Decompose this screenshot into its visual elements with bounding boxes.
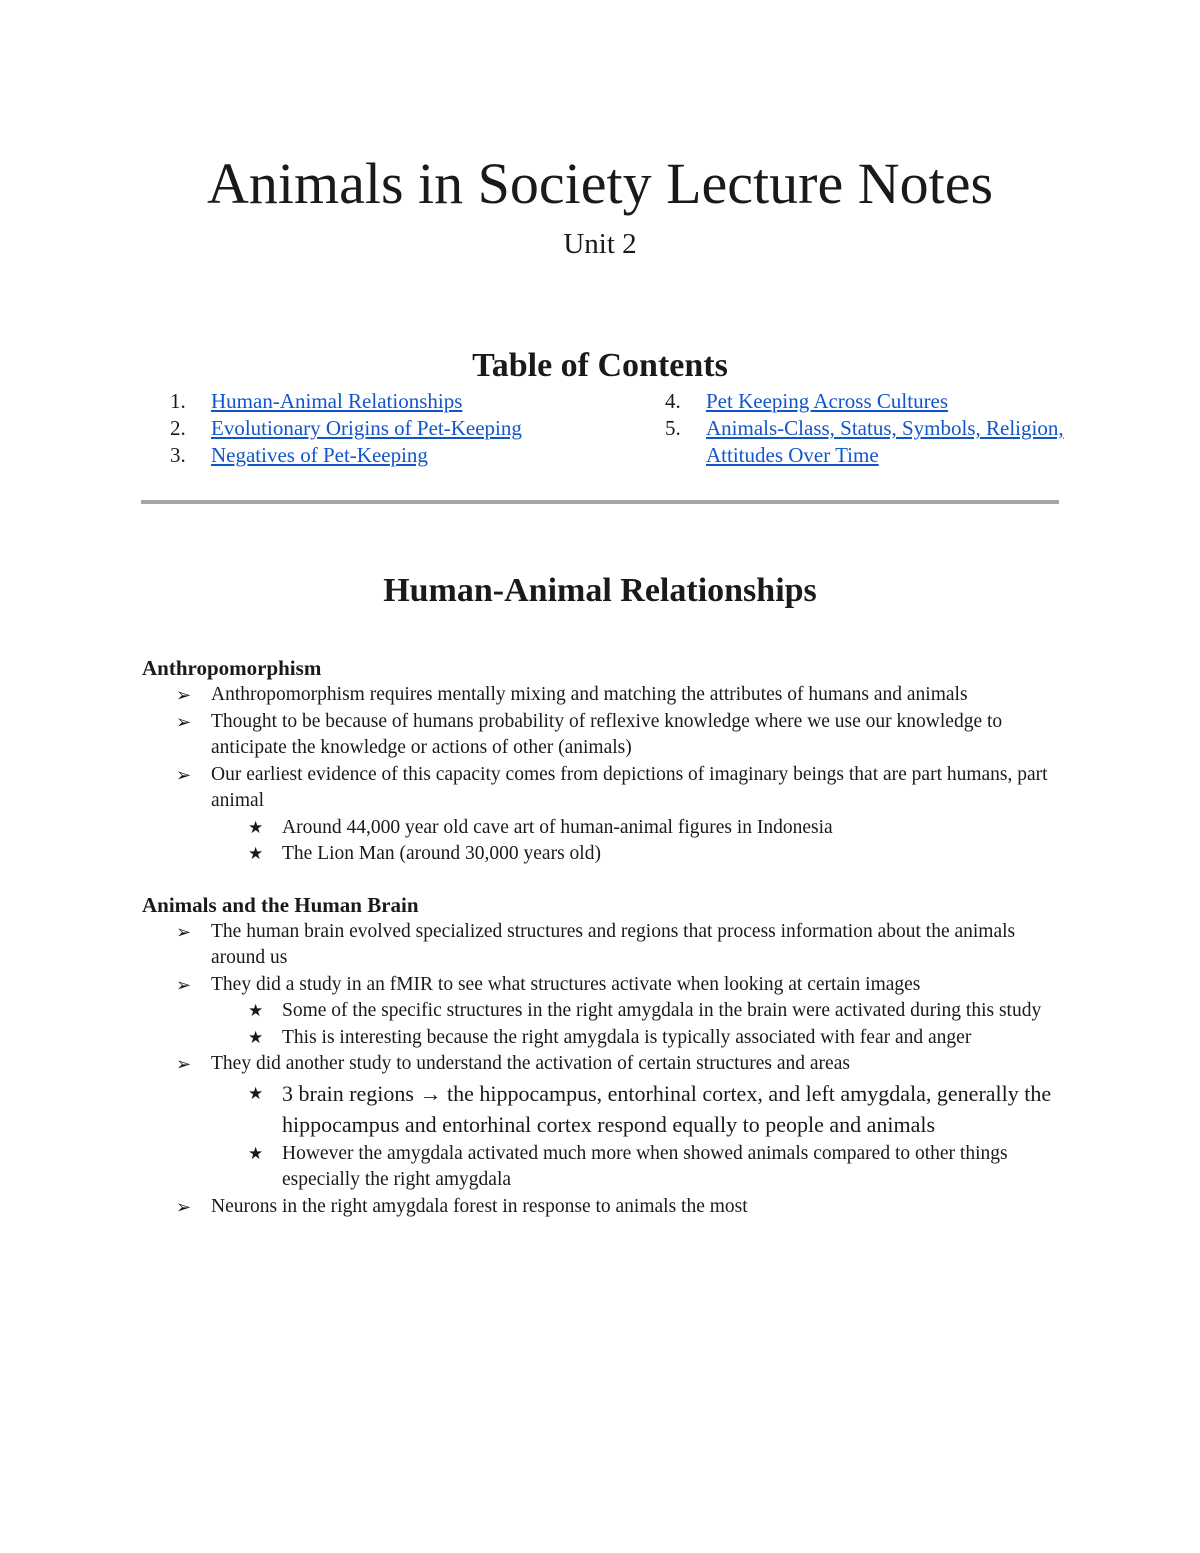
arrow-bullet-icon: ➢ <box>176 921 192 942</box>
toc-heading: Table of Contents <box>472 347 728 384</box>
bullet-text: Anthropomorphism requires mentally mixing and matching the attributes of humans and animals <box>211 684 968 705</box>
bullet-text: Neurons in the right amygdala forest in response to animals the most <box>211 1195 748 1217</box>
toc-link-evolutionary-origins[interactable]: Evolutionary Origins of Pet-Keeping <box>211 416 522 440</box>
star-bullet-icon: ★ <box>248 1027 264 1047</box>
list-item <box>142 762 1062 868</box>
arrow-bullet-icon: ➢ <box>176 974 192 995</box>
bullet-text: The human brain evolved specialized structures and regions that process information about the animals around us <box>211 920 1016 968</box>
subsection-anthropomorphism <box>142 655 1062 868</box>
subsection-animals-and-brain <box>142 892 1062 1221</box>
sub-bullet-text: Some of the specific structures in the right amygdala in the brain were activated during this study <box>282 1000 1042 1021</box>
toc-link-pet-keeping-across-cultures[interactable]: Pet Keeping Across Cultures <box>706 389 949 413</box>
bullet-list <box>142 919 1062 1221</box>
toc-link-human-animal-relationships[interactable]: Human-Animal Relationships <box>211 389 463 413</box>
list-item <box>142 1194 1062 1221</box>
arrow-bullet-icon: ➢ <box>176 764 192 785</box>
document-title: Animals in Society Lecture Notes <box>206 151 994 216</box>
arrow-bullet-icon: ➢ <box>176 1196 192 1217</box>
sub-list-item <box>142 998 1062 1025</box>
toc-item-1 <box>170 388 640 415</box>
star-bullet-icon: ★ <box>248 1001 264 1020</box>
star-bullet-icon: ★ <box>248 844 264 863</box>
document-subtitle: Unit 2 <box>563 228 637 260</box>
sub-bullet-text: The Lion Man (around 30,000 years old) <box>282 843 601 864</box>
list-item <box>142 919 1062 972</box>
bullet-text: Our earliest evidence of this capacity comes from depictions of imaginary beings that are part humans, part animal <box>211 763 1048 811</box>
subsection-heading: Animals and the Human Brain <box>142 892 419 917</box>
toc-item-2 <box>170 415 640 442</box>
toc-number: 4. <box>665 389 681 413</box>
list-item <box>142 972 1062 1052</box>
sub-bullet-list <box>211 815 1062 868</box>
toc-list-right <box>665 388 1085 469</box>
horizontal-divider <box>141 500 1059 504</box>
toc-number: 5. <box>665 416 681 440</box>
sub-bullet-list <box>211 1078 1062 1194</box>
toc-number: 1. <box>170 389 186 413</box>
star-bullet-icon: ★ <box>248 817 264 837</box>
star-bullet-icon: ★ <box>248 1083 264 1103</box>
sub-list-item <box>142 1078 1062 1141</box>
toc-item-3 <box>170 442 640 469</box>
sub-bullet-text: This is interesting because the right amygdala is typically associated with fear and anger <box>282 1026 972 1048</box>
sub-list-item <box>142 1141 1062 1194</box>
list-item <box>142 682 1062 709</box>
sub-bullet-text: Around 44,000 year old cave art of human-animal figures in Indonesia <box>282 816 833 838</box>
arrow-bullet-icon: ➢ <box>176 685 192 705</box>
sub-bullet-list <box>211 998 1062 1051</box>
bullet-list <box>142 682 1062 868</box>
section-title: Human-Animal Relationships <box>383 572 817 609</box>
sub-list-item <box>142 815 1062 842</box>
toc-item-5 <box>665 415 1085 469</box>
toc-number: 2. <box>170 416 186 440</box>
list-item <box>142 709 1062 762</box>
toc-list-left <box>170 388 640 469</box>
toc-link-negatives-of-pet-keeping[interactable]: Negatives of Pet-Keeping <box>211 443 428 467</box>
arrow-bullet-icon: ➢ <box>176 1054 192 1074</box>
section-content <box>142 655 1062 1244</box>
arrow-bullet-icon: ➢ <box>176 711 192 732</box>
bullet-text: They did a study in an fMIR to see what structures activate when looking at certain images <box>211 973 921 995</box>
sub-list-item <box>142 1025 1062 1052</box>
toc-item-4 <box>665 388 1085 415</box>
subsection-heading: Anthropomorphism <box>142 656 322 680</box>
star-bullet-icon: ★ <box>248 1143 264 1163</box>
bullet-text: They did another study to understand the activation of certain structures and areas <box>211 1053 850 1074</box>
sub-bullet-text: 3 brain regions → the hippocampus, entorhinal cortex, and left amygdala, generally the hippocampus and entorhinal cortex respond equally to people and animals <box>282 1080 1052 1137</box>
toc-number: 3. <box>170 443 186 467</box>
sub-list-item <box>142 841 1062 868</box>
list-item <box>142 1051 1062 1194</box>
sub-bullet-text: However the amygdala activated much more when showed animals compared to other things especially the right amygdala <box>282 1142 1008 1190</box>
toc-link-animals-class-status[interactable]: Animals-Class, Status, Symbols, Religion, Attitudes Over Time <box>706 416 1064 467</box>
bullet-text: Thought to be because of humans probability of reflexive knowledge where we use our knowledge to anticipate the knowledge or actions of other (animals) <box>211 710 1003 758</box>
